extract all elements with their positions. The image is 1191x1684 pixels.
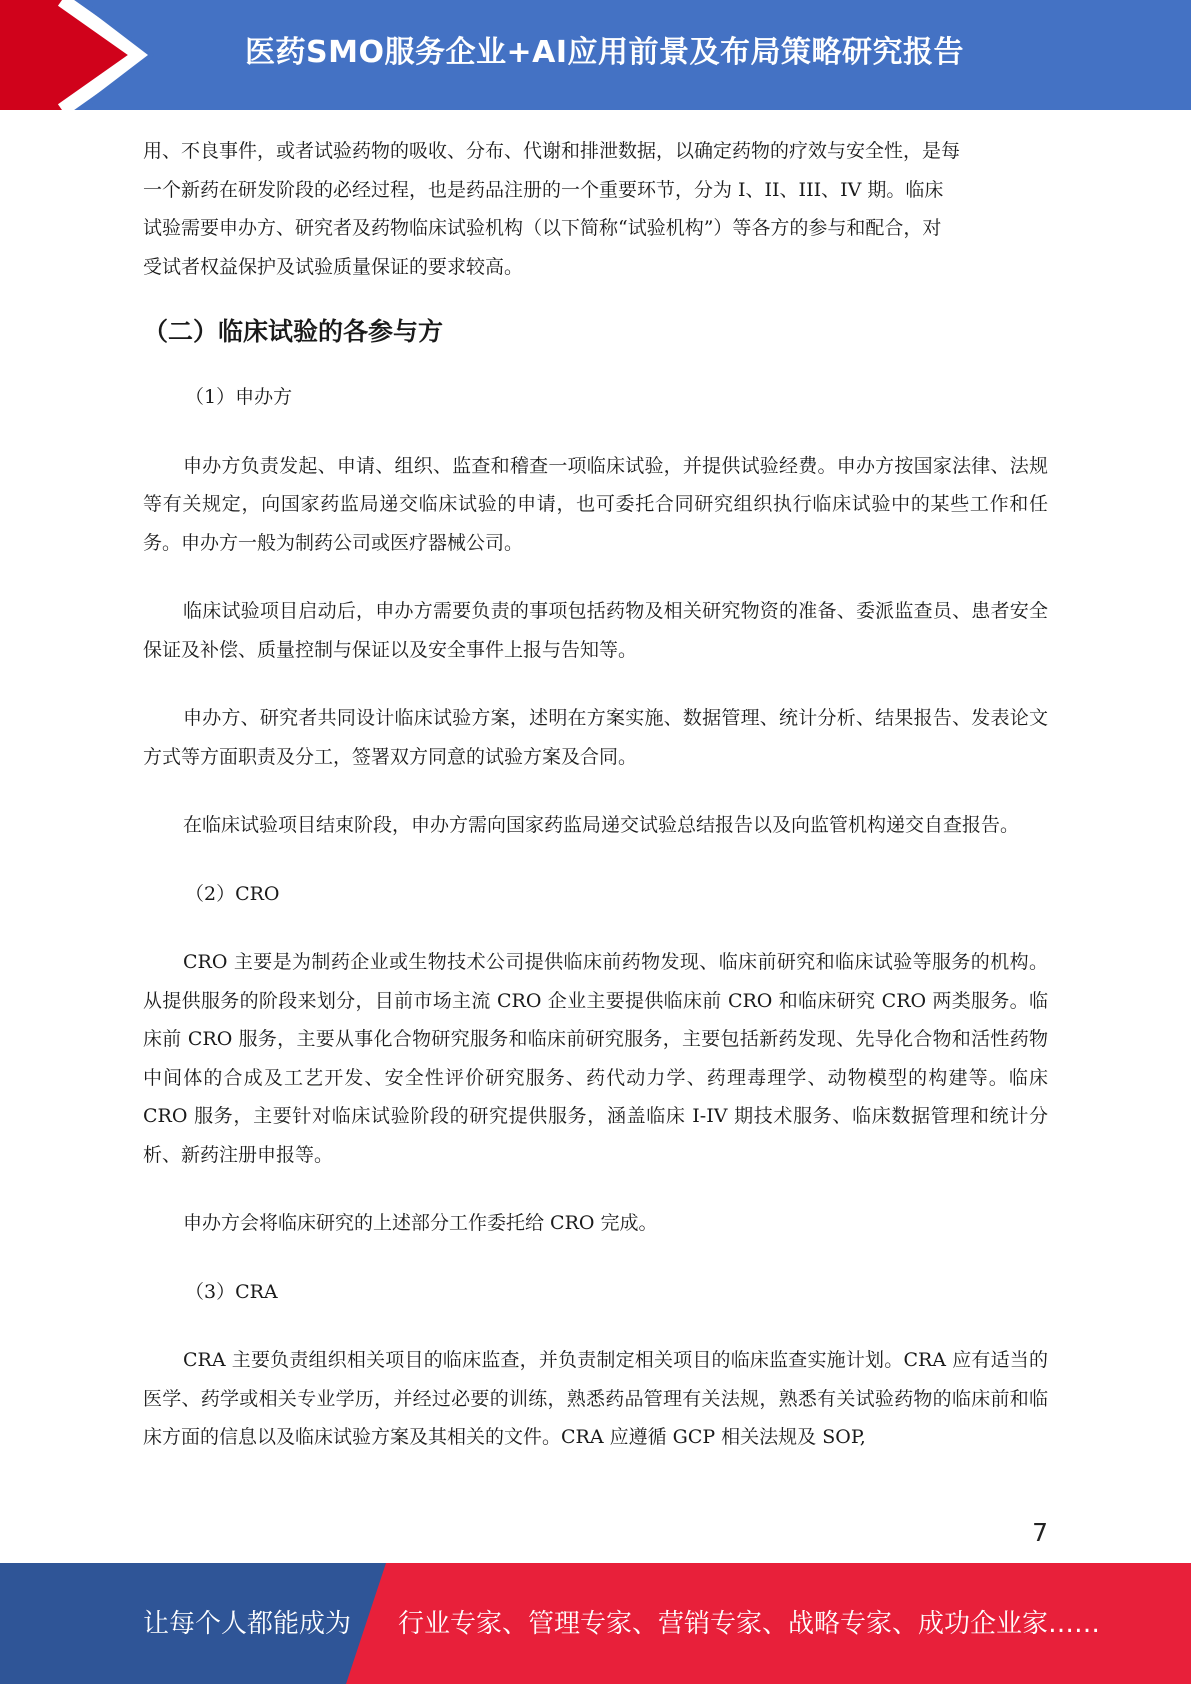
- cro-label: （2）CRO: [185, 882, 280, 905]
- sponsor-paragraph-2: 临床试验项目启动后，申办方需要负责的事项包括药物及相关研究物资的准备、委派监查员、患者安全保证及补偿、质量控制与保证以及安全事件上报与告知等。: [143, 600, 1048, 661]
- section-heading: （二）临床试验的各参与方: [143, 317, 444, 346]
- cro-paragraph-1: CRO 主要是为制药企业或生物技术公司提供临床前药物发现、临床前研究和临床试验等服务的机构。从提供服务的阶段来划分，目前市场主流 CRO 企业主要提供临床前 CRO 和临床研究 CRO 两类服务。临床前 CRO 服务，主要从事化合物研究服务和临床前研究服务，主要包括新药发现、先导化合物和活性药物中间体的合成及工艺开发、安全性评价研究服务、药代动力学、药理毒理学、动物模型的构建等。临床 CRO 服务，主要针对临床试验阶段的研究提供服务，涵盖临床 I-IV 期技术服务、临床数据管理和统计分析、新药注册申报等。: [143, 951, 1048, 1166]
- footer-band: [0, 1563, 1191, 1684]
- cra-label: （3）CRA: [185, 1280, 278, 1303]
- report-header-band: [0, 0, 1191, 110]
- report-title: 医药SMO服务企业+AI应用前景及布局策略研究报告: [245, 35, 964, 70]
- intro-line: 用、不良事件，或者试验药物的吸收、分布、代谢和排泄数据，以确定药物的疗效与安全性，是每: [143, 140, 961, 162]
- footer-slogan-right: 行业专家、管理专家、营销专家、战略专家、成功企业家……: [398, 1609, 1101, 1639]
- cro-paragraph-2: 申办方会将临床研究的上述部分工作委托给 CRO 完成。: [183, 1212, 658, 1234]
- intro-line: 一个新药在研发阶段的必经过程，也是药品注册的一个重要环节，分为 I、II、III、IV 期。临床: [143, 178, 944, 201]
- sponsor-paragraph-4: 在临床试验项目结束阶段，申办方需向国家药监局递交试验总结报告以及向监管机构递交自查报告。: [183, 814, 1020, 836]
- intro-line: 受试者权益保护及试验质量保证的要求较高。: [143, 255, 524, 278]
- intro-line: 试验需要申办方、研究者及药物临床试验机构（以下简称“试验机构”）等各方的参与和配合，对: [143, 217, 942, 239]
- cra-paragraph-1: CRA 主要负责组织相关项目的临床监查，并负责制定相关项目的临床监查实施计划。CRA 应有适当的医学、药学或相关专业学历，并经过必要的训练，熟悉药品管理有关法规，熟悉有关试验药物的临床前和临床方面的信息以及临床试验方案及其相关的文件。CRA 应遵循 GCP 相关法规及 SOP,: [143, 1349, 1048, 1448]
- sponsor-paragraph-1: 申办方负责发起、申请、组织、监查和稽查一项临床试验，并提供试验经费。申办方按国家法律、法规等有关规定，向国家药监局递交临床试验的申请，也可委托合同研究组织执行临床试验中的某些工作和任务。申办方一般为制药公司或医疗器械公司。: [143, 454, 1048, 554]
- sponsor-paragraph-3: 申办方、研究者共同设计临床试验方案，述明在方案实施、数据管理、统计分析、结果报告、发表论文方式等方面职责及分工，签署双方同意的试验方案及合同。: [143, 707, 1048, 768]
- page-body: [143, 132, 1048, 1457]
- page-number: 7: [1032, 1518, 1048, 1547]
- footer-slogan-left: 让每个人都能成为: [143, 1609, 352, 1639]
- sponsor-label: （1）申办方: [185, 386, 293, 408]
